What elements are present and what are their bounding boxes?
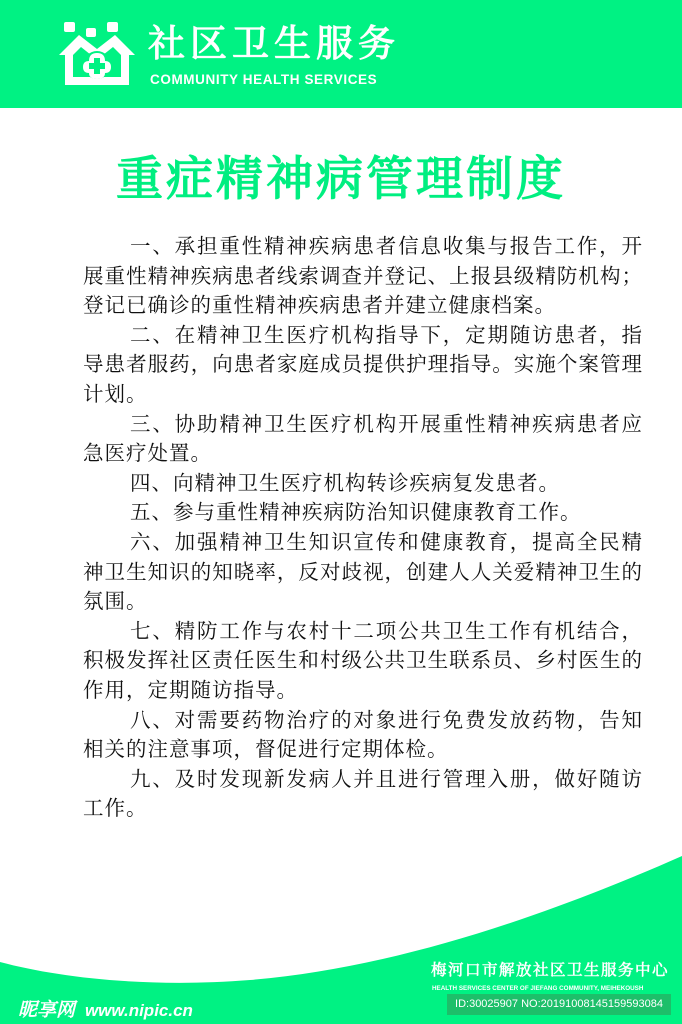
regulation-item-3: 三、协助精神卫生医疗机构开展重性精神疾病患者应急医疗处置。 — [83, 411, 643, 466]
footer-org-name-cn: 梅河口市解放社区卫生服务中心 — [431, 961, 670, 979]
regulation-item-2: 二、在精神卫生医疗机构指导下，定期随访患者，指导患者服药，向患者家庭成员提供护理指导。实施个案管理计划。 — [83, 322, 643, 406]
regulation-item-1: 一、承担重性精神疾病患者信息收集与报告工作，开展重性精神疾病患者线索调查并登记、上报县级精防机构；登记已确诊的重性精神疾病患者并建立健康档案。 — [83, 234, 643, 318]
document-title: 重症精神病管理制度 — [116, 152, 566, 207]
watermark-url: www.nipic.cn — [84, 1001, 193, 1020]
regulation-item-7: 七、精防工作与农村十二项公共卫生工作有机结合，积极发挥社区责任医生和村级公共卫生联系员、乡村医生的作用，定期随访指导。 — [83, 618, 643, 702]
regulation-item-9: 九、及时发现新发病人并且进行管理入册，做好随访工作。 — [83, 766, 643, 821]
watermark — [18, 995, 193, 1022]
watermark-brand: 昵享网 — [18, 999, 76, 1021]
brand-title-en: COMMUNITY HEALTH SERVICES — [150, 72, 378, 87]
regulation-body — [83, 232, 643, 824]
regulation-item-8: 八、对需要药物治疗的对象进行免费发放药物，告知相关的注意事项，督促进行定期体检。 — [83, 707, 643, 762]
brand-title-cn: 社区卫生服务 — [148, 22, 400, 65]
regulation-item-6: 六、加强精神卫生知识宣传和健康教育，提高全民精神卫生知识的知晓率，反对歧视，创建人人关爱精神卫生的氛围。 — [83, 529, 643, 614]
image-id-badge: ID:30025907 NO:20191008145159593084 — [447, 994, 671, 1015]
header-banner — [0, 0, 682, 108]
regulation-item-4: 四、向精神卫生医疗机构转诊疾病复发患者。 — [130, 470, 560, 495]
house-medical-cross-icon — [57, 21, 137, 87]
regulation-item-5: 五、参与重性精神疾病防治知识健康教育工作。 — [130, 500, 582, 525]
footer-org-name-en: HEALTH SERVICES CENTER OF JIEFANG COMMUNITY, MEIHEKOUSH — [432, 985, 644, 992]
